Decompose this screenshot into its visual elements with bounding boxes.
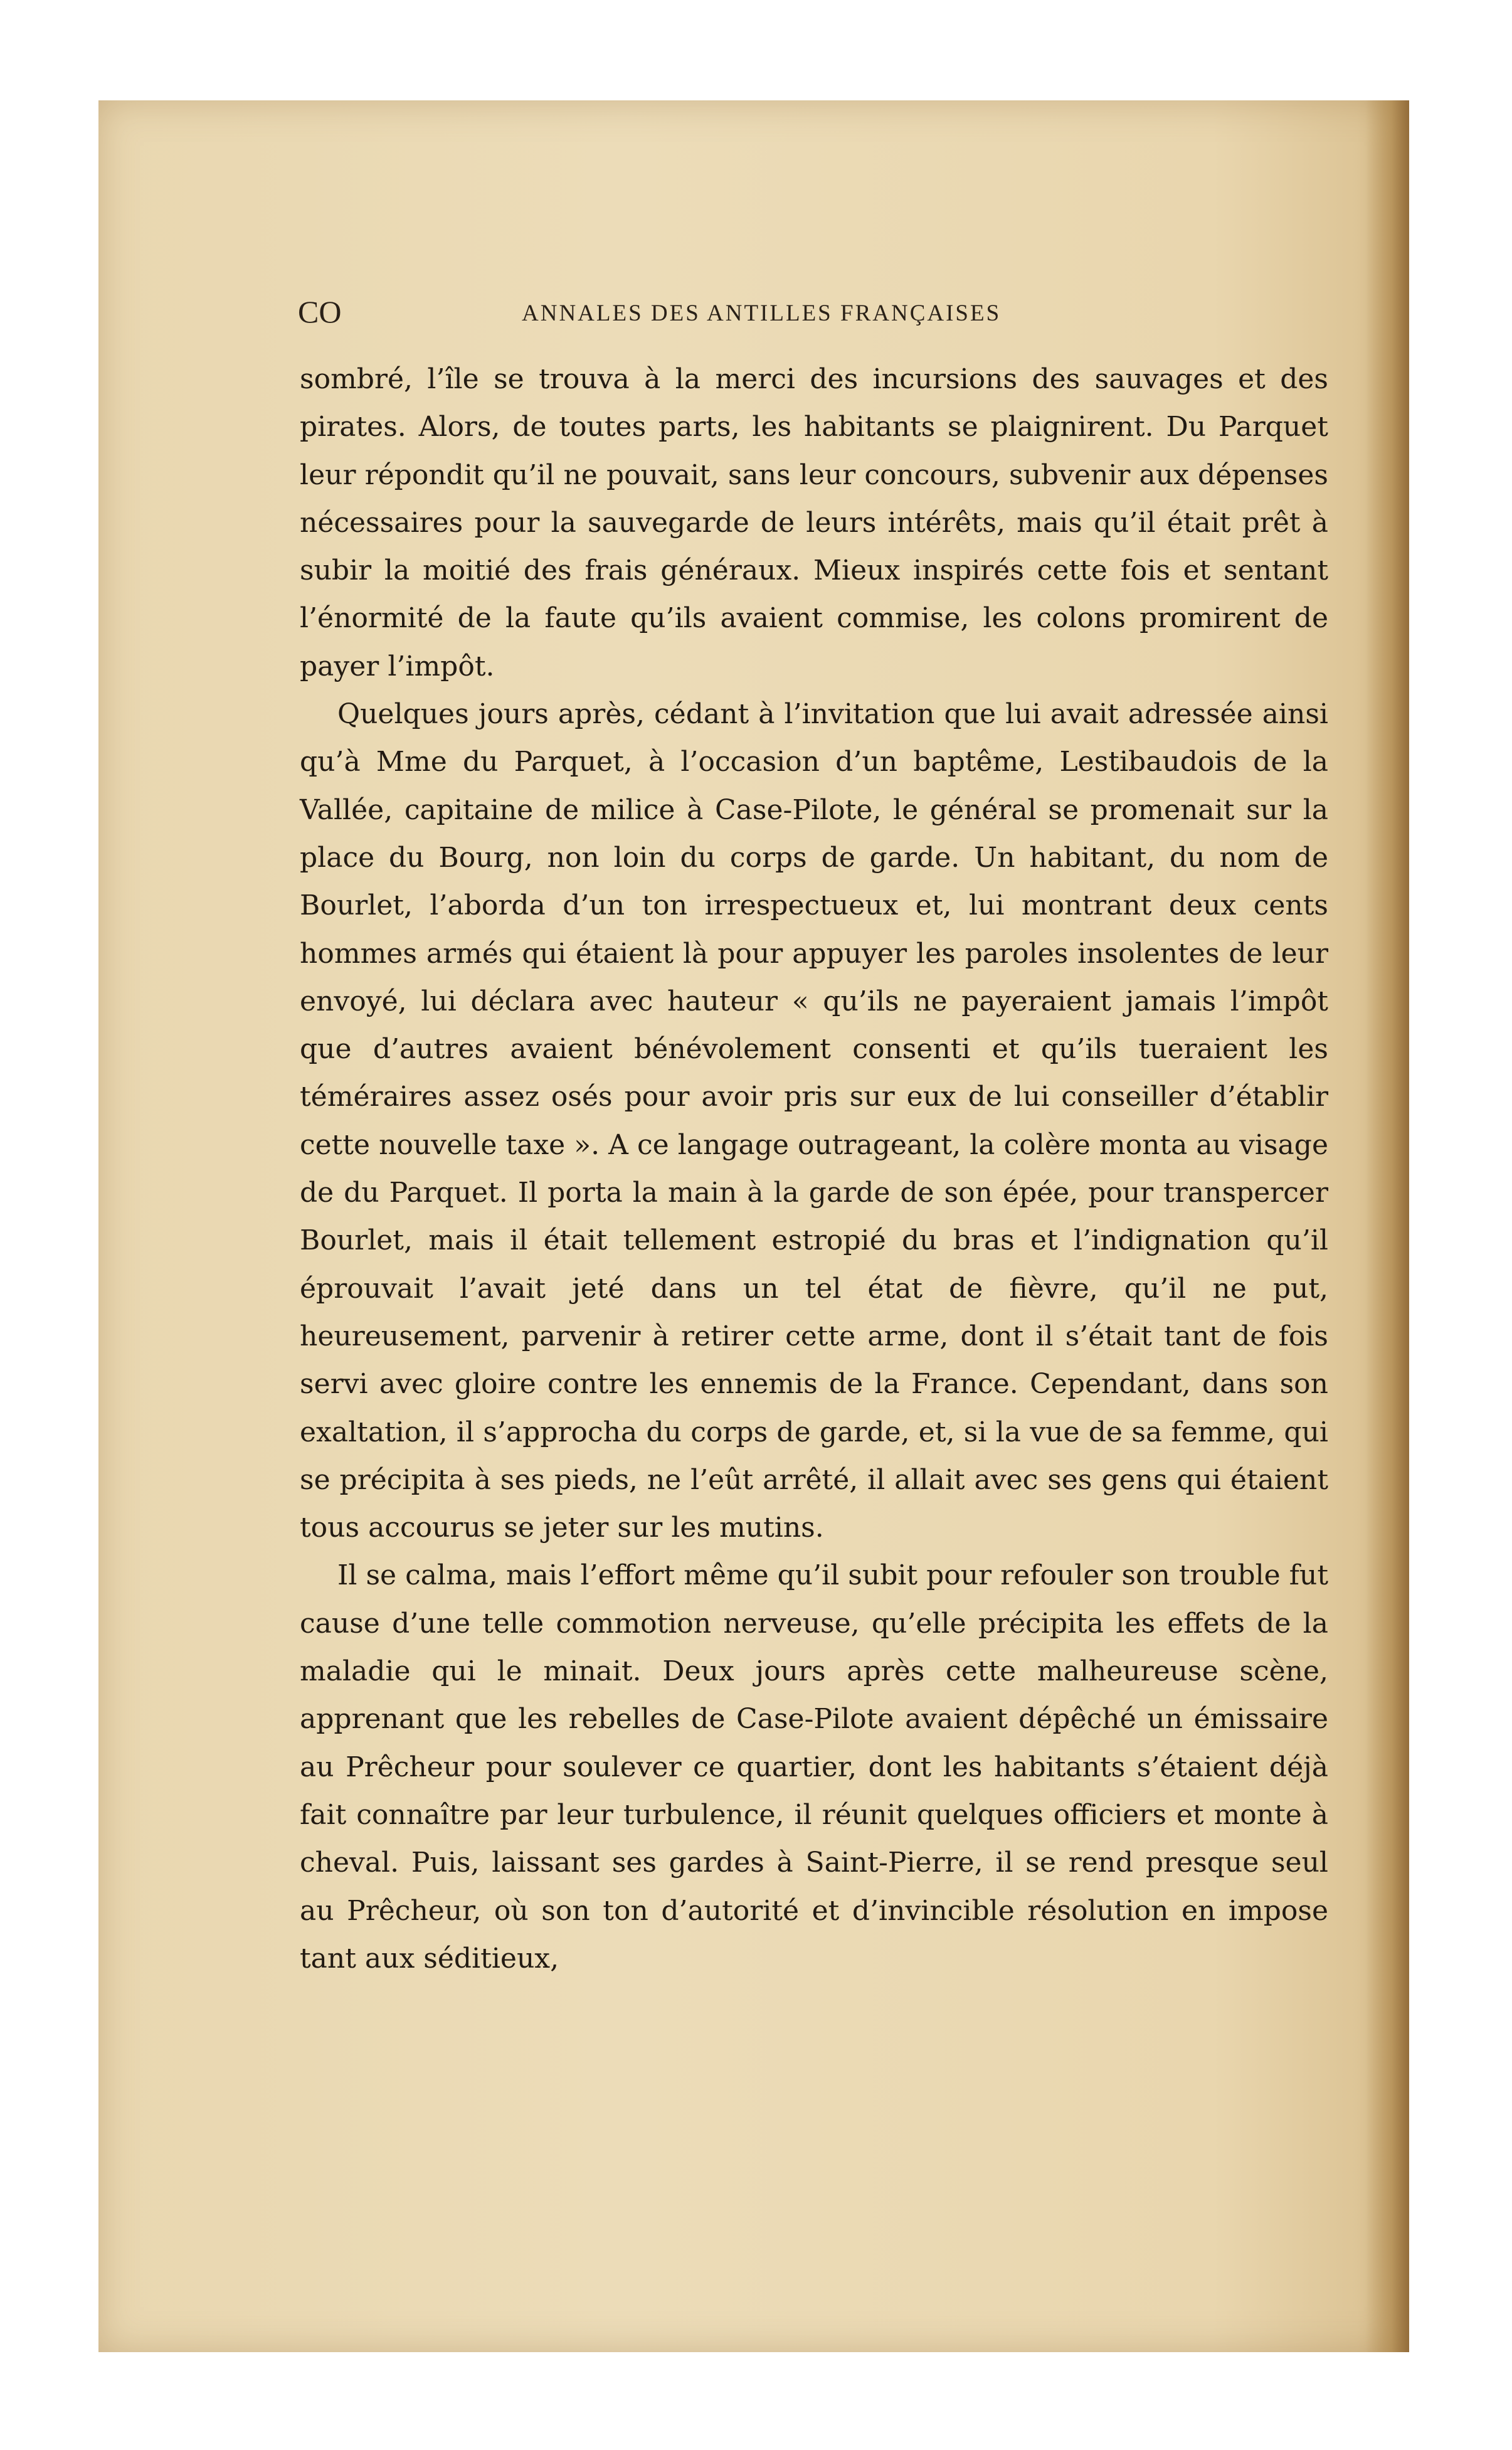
page-header <box>201 294 1330 337</box>
paragraph-1: sombré, l’île se trouva à la merci des incursions des sauvages et des pirates. Alors, de toutes parts, les habitants se plaignirent. Du Parquet leur répondit qu’il ne pouvait, sans leur concours, subvenir aux dépenses nécessaires pour la sauvegarde de leurs intérêts, mais qu’il était prêt à subir la moitié des frais généraux. Mieux inspirés cette fois et sentant l’énormité de la faute qu’ils avaient commise, les colons promirent de payer l’impôt. <box>300 363 1328 682</box>
running-title: ANNALES DES ANTILLES FRANÇAISES <box>522 300 1002 326</box>
page-number: CO <box>298 294 342 329</box>
body-text <box>300 356 1328 1983</box>
paragraph-2: Quelques jours après, cédant à l’invitation que lui avait adressée ainsi qu’à Mme du Parquet, à l’occasion d’un baptême, Lestibaudois de la Vallée, capitaine de milice à Case-Pilote, le général se promenait sur la place du Bourg, non loin du corps de garde. Un habitant, du nom de Bourlet, l’aborda d’un ton irrespectueux et, lui montrant deux cents hommes armés qui étaient là pour appuyer les paroles insolentes de leur envoyé, lui déclara avec hauteur « qu’ils ne payeraient jamais l’impôt que d’autres avaient bénévolement consenti et qu’ils tueraient les téméraires assez osés pour avoir pris sur eux de lui conseiller d’établir cette nouvelle taxe ». A ce langage outrageant, la colère monta au visage de du Parquet. Il porta la main à la garde de son épée, pour transpercer Bourlet, mais il était tellement estropié du bras et l’indignation qu’il éprouvait l’avait jeté dans un tel état de fièvre, qu’il ne put, heureusement, parvenir à retirer cette arme, dont il s’était tant de fois servi avec gloire contre les ennemis de la France. Cependant, dans son exaltation, il s’approcha du corps de garde, et, si la vue de sa femme, qui se précipita à ses pieds, ne l’eût arrêté, il allait avec ses gens qui étaient tous accourus se jeter sur les mutins. <box>300 698 1328 1544</box>
paragraph-3: Il se calma, mais l’effort même qu’il subit pour refouler son trouble fut cause d’une telle commotion nerveuse, qu’elle précipita les effets de la maladie qui le minait. Deux jours après cette malheureuse scène, apprenant que les rebelles de Case-Pilote avaient dépêché un émissaire au Prêcheur pour soulever ce quartier, dont les habitants s’étaient déjà fait connaître par leur turbulence, il réunit quelques officiers et monte à cheval. Puis, laissant ses gardes à Saint-Pierre, il se rend presque seul au Prêcheur, où son ton d’autorité et d’invincible résolution en impose tant aux séditieux, <box>300 1559 1328 1975</box>
page-edge-shadow <box>1365 100 1409 2352</box>
